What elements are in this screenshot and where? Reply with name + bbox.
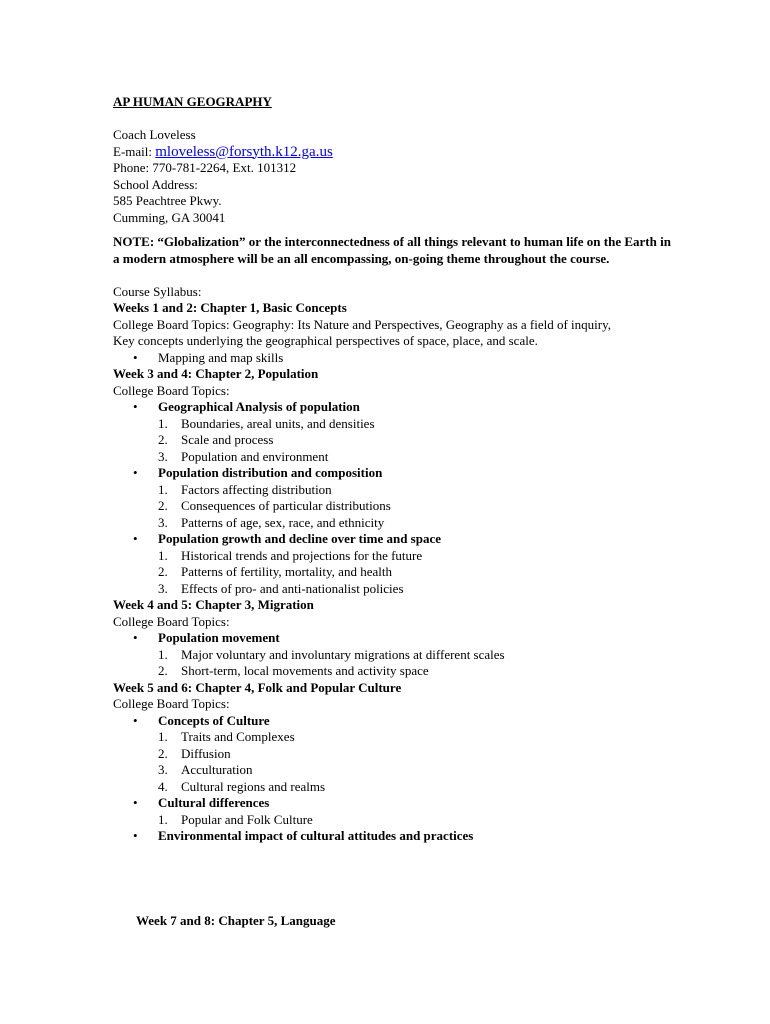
bullet-icon: • <box>133 630 138 645</box>
week-5-6-bullets-2 <box>113 795 673 812</box>
list-item <box>113 432 673 449</box>
bullet-icon: • <box>133 465 138 480</box>
item-number: 3. <box>158 514 168 530</box>
item-text: Boundaries, areal units, and densities <box>181 415 375 431</box>
week-5-6-sublist-1 <box>113 729 673 795</box>
item-number: 4. <box>158 778 168 794</box>
list-item <box>113 795 673 812</box>
week-5-6-bullets <box>113 713 673 730</box>
week-3-4-bullets-2 <box>113 465 673 482</box>
list-item <box>113 531 673 548</box>
item-number: 1. <box>158 811 168 827</box>
item-number: 1. <box>158 646 168 662</box>
address-line-2: Cumming, GA 30041 <box>113 209 226 225</box>
week-1-2-topics-cont: Key concepts underlying the geographical perspectives of space, place, and scale. <box>113 333 538 348</box>
bullet-icon: • <box>133 795 138 810</box>
bullet-text: Mapping and map skills <box>158 349 284 365</box>
week-4-5-sublist <box>113 647 673 680</box>
week-5-6-bullets-3 <box>113 828 673 845</box>
bullet-icon: • <box>133 349 138 365</box>
address-line-1: 585 Peachtree Pkwy. <box>113 193 222 208</box>
list-item <box>113 416 673 433</box>
item-text: Population and environment <box>181 448 329 464</box>
item-text: Effects of pro- and anti-nationalist policies <box>181 580 404 596</box>
list-item <box>113 515 673 532</box>
bullet-icon: • <box>133 712 138 728</box>
item-number: 1. <box>158 729 168 744</box>
list-item <box>113 449 673 466</box>
week-4-5-heading: Week 4 and 5: Chapter 3, Migration <box>113 597 314 612</box>
list-item <box>113 713 673 730</box>
week-5-6-sublist-2 <box>113 812 673 829</box>
list-item <box>113 465 673 482</box>
list-item <box>113 581 673 598</box>
week-1-2-heading: Weeks 1 and 2: Chapter 1, Basic Concepts <box>113 300 347 315</box>
item-text: Factors affecting distribution <box>181 481 332 497</box>
email-link[interactable]: mloveless@forsyth.k12.ga.us <box>155 143 333 160</box>
week-3-4-sublist-3 <box>113 548 673 598</box>
bullet-icon: • <box>133 828 138 843</box>
week-3-4-topics-label: College Board Topics: <box>113 382 230 398</box>
spacer <box>113 111 673 128</box>
email-label: E-mail: <box>113 143 156 159</box>
list-item <box>113 779 673 796</box>
item-text: Traits and Complexes <box>181 729 295 744</box>
spacer <box>113 267 673 284</box>
item-text: Patterns of age, sex, race, and ethnicity <box>181 514 385 530</box>
bullet-text: Population distribution and composition <box>158 465 383 480</box>
list-item <box>113 399 673 416</box>
week-1-2-topics: College Board Topics: Geography: Its Nature and Perspectives, Geography as a field of inquiry, <box>113 316 612 332</box>
list-item <box>113 729 673 746</box>
document-title: AP HUMAN GEOGRAPHY <box>113 94 272 109</box>
document-page <box>113 94 673 845</box>
list-item <box>113 663 673 680</box>
bullet-text: Population growth and decline over time and space <box>158 531 442 546</box>
item-number: 2. <box>158 663 168 678</box>
week-3-4-heading: Week 3 and 4: Chapter 2, Population <box>113 366 319 381</box>
item-text: Historical trends and projections for the future <box>181 547 423 563</box>
item-number: 3. <box>158 762 168 777</box>
list-item <box>113 647 673 664</box>
item-text: Acculturation <box>181 762 253 777</box>
item-number: 3. <box>158 580 168 596</box>
item-text: Patterns of fertility, mortality, and health <box>181 564 392 579</box>
bullet-icon: • <box>133 399 138 414</box>
list-item <box>113 828 673 845</box>
list-item <box>113 482 673 499</box>
list-item <box>113 746 673 763</box>
week-3-4-sublist-1 <box>113 416 673 466</box>
week-4-5-topics-label: College Board Topics: <box>113 613 230 629</box>
item-text: Popular and Folk Culture <box>181 811 313 827</box>
week-3-4-sublist-2 <box>113 482 673 532</box>
bullet-icon: • <box>133 531 138 546</box>
bullet-text: Concepts of Culture <box>158 712 270 728</box>
syllabus-label: Course Syllabus: <box>113 283 202 299</box>
phone-line: Phone: 770-781-2264, Ext. 101312 <box>113 160 297 175</box>
week-5-6-heading: Week 5 and 6: Chapter 4, Folk and Popular Culture <box>113 679 402 695</box>
email-line <box>113 144 673 161</box>
week-5-6-topics-label: College Board Topics: <box>113 696 230 711</box>
bullet-text: Geographical Analysis of population <box>158 399 360 414</box>
item-number: 3. <box>158 448 168 464</box>
note-paragraph: NOTE: “Globalization” or the interconnectedness of all things relevant to human life on the Earth in a modern atmosphere will be an all encompassing, on-going theme throughout the course. <box>113 234 671 266</box>
bullet-text: Cultural differences <box>158 795 270 810</box>
list-item <box>113 548 673 565</box>
list-item <box>113 762 673 779</box>
item-number: 1. <box>158 481 168 497</box>
item-text: Scale and process <box>181 432 274 447</box>
item-number: 2. <box>158 564 168 579</box>
week-3-4-bullets <box>113 399 673 416</box>
item-text: Short-term, local movements and activity space <box>181 663 429 678</box>
item-text: Cultural regions and realms <box>181 778 326 794</box>
item-number: 1. <box>158 547 168 563</box>
item-number: 1. <box>158 415 168 431</box>
week-1-2-bullets <box>113 350 673 367</box>
item-text: Major voluntary and involuntary migrations at different scales <box>181 646 505 662</box>
address-label: School Address: <box>113 176 198 192</box>
teacher-name: Coach Loveless <box>113 127 196 142</box>
week-3-4-bullets-3 <box>113 531 673 548</box>
list-item <box>113 812 673 829</box>
spacer <box>113 226 673 234</box>
item-text: Diffusion <box>181 745 231 761</box>
week-7-8-heading: Week 7 and 8: Chapter 5, Language <box>136 913 336 928</box>
list-item <box>113 564 673 581</box>
item-number: 2. <box>158 498 168 513</box>
list-item <box>113 350 673 367</box>
item-number: 2. <box>158 745 168 761</box>
list-item <box>113 630 673 647</box>
bullet-text: Population movement <box>158 630 280 645</box>
list-item <box>113 498 673 515</box>
week-4-5-bullets <box>113 630 673 647</box>
item-number: 2. <box>158 432 168 447</box>
item-text: Consequences of particular distributions <box>181 498 391 513</box>
bullet-text: Environmental impact of cultural attitudes and practices <box>158 828 474 843</box>
